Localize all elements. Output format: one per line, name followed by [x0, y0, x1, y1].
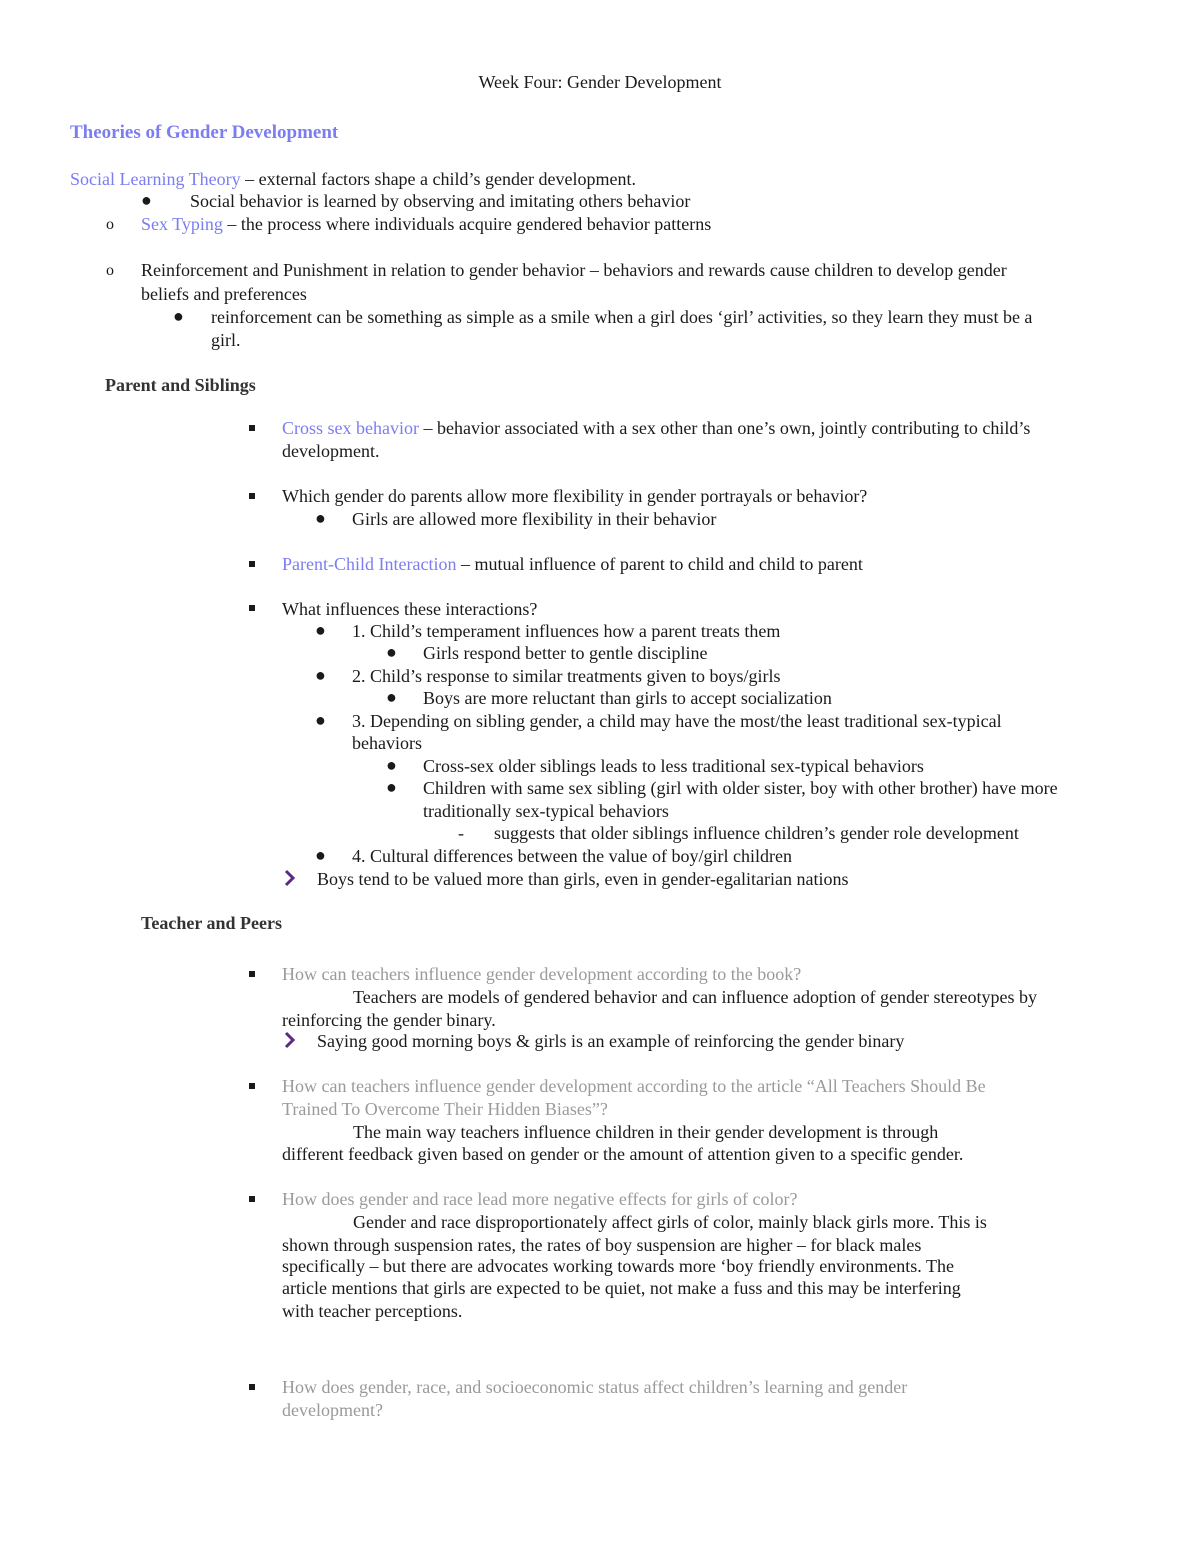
bullet-dot-icon: ●	[173, 306, 184, 326]
pci-term: Parent-Child Interaction	[282, 554, 457, 574]
teacher-answer-3-l4: article mentions that girls are expected to be quiet, not make a fuss and this may be interfering	[282, 1278, 961, 1298]
teacher-answer-3-l1: Gender and race disproportionately affect girls of color, mainly black girls more. This is	[353, 1212, 987, 1232]
cross-sex-term: Cross sex behavior	[282, 418, 419, 438]
reinforcement-line-2: beliefs and preferences	[141, 284, 307, 304]
section-heading-parents: Parent and Siblings	[105, 375, 256, 395]
cross-sex-definition-2: development.	[282, 441, 380, 461]
influence-3c-cont: traditionally sex-typical behaviors	[423, 801, 669, 821]
hollow-bullet-icon: o	[106, 216, 114, 233]
teacher-answer-3-l2: shown through suspension rates, the rates of boy suspension are higher – for black males	[282, 1235, 922, 1255]
square-bullet-icon	[249, 493, 255, 499]
slt-definition: – external factors shape a child’s gender development.	[240, 169, 636, 189]
reinforcement-sub-1: reinforcement can be something as simple as a smile when a girl does ‘girl’ activities, so they learn they must be a	[211, 307, 1033, 327]
teacher-question-2-cont: Trained To Overcome Their Hidden Biases”?	[282, 1099, 608, 1119]
section-heading-theories: Theories of Gender Development	[70, 122, 339, 143]
pci-line	[282, 553, 863, 575]
which-gender-answer: Girls are allowed more flexibility in their behavior	[352, 509, 717, 529]
bullet-dot-icon: ●	[315, 710, 326, 730]
influence-3c: Children with same sex sibling (girl with older sister, boy with other brother) have more	[423, 778, 1058, 798]
square-bullet-icon	[249, 1083, 255, 1089]
teacher-question-4-cont: development?	[282, 1400, 383, 1420]
square-bullet-icon	[249, 971, 255, 977]
influences-question: What influences these interactions?	[282, 599, 538, 619]
bullet-dot-icon: ●	[386, 755, 397, 775]
teacher-question-2: How can teachers influence gender development according to the article “All Teachers Should Be	[282, 1076, 986, 1096]
sex-typing-definition: – the process where individuals acquire gendered behavior patterns	[222, 214, 712, 234]
reinforcement-line-1: Reinforcement and Punishment in relation to gender behavior – behaviors and rewards cause children to develop gender	[141, 260, 1007, 280]
chevron-right-icon	[283, 869, 297, 887]
teacher-answer-3-l3: specifically – but there are advocates working towards more ‘boy friendly environments. The	[282, 1256, 954, 1276]
square-bullet-icon	[249, 425, 255, 431]
influence-3a: Cross-sex older siblings leads to less traditional sex-typical behaviors	[423, 756, 924, 776]
section-heading-teachers: Teacher and Peers	[141, 913, 282, 933]
bullet-dot-icon: ●	[315, 508, 326, 528]
teacher-answer-3-l5: with teacher perceptions.	[282, 1301, 463, 1321]
influence-1a: Girls respond better to gentle discipline	[423, 643, 708, 663]
square-bullet-icon	[249, 1196, 255, 1202]
influence-3d: suggests that older siblings influence children’s gender role development	[494, 823, 1019, 843]
sex-typing-term: Sex Typing	[141, 214, 223, 234]
bullet-dot-icon: ●	[386, 642, 397, 662]
teacher-answer-2: The main way teachers influence children in their gender development is through	[353, 1122, 939, 1142]
document-title: Week Four: Gender Development	[478, 72, 722, 92]
teacher-question-1: How can teachers influence gender development according to the book?	[282, 964, 802, 984]
slt-term: Social Learning Theory	[70, 169, 241, 189]
influence-3: 3. Depending on sibling gender, a child may have the most/the least traditional sex-typical	[352, 711, 1002, 731]
bullet-dot-icon: ●	[315, 665, 326, 685]
influence-2: 2. Child’s response to similar treatments given to boys/girls	[352, 666, 781, 686]
teacher-answer-1: Teachers are models of gendered behavior and can influence adoption of gender stereotypes by	[353, 987, 1037, 1007]
bullet-dot-icon: ●	[315, 620, 326, 640]
teacher-question-3: How does gender and race lead more negative effects for girls of color?	[282, 1189, 798, 1209]
hollow-bullet-icon: o	[106, 262, 114, 279]
bullet-dot-icon: ●	[315, 845, 326, 865]
teacher-answer-1-example: Saying good morning boys & girls is an example of reinforcing the gender binary	[317, 1031, 905, 1051]
chevron-right-icon	[283, 1031, 297, 1049]
cross-sex-line	[282, 417, 1030, 439]
teacher-answer-1-cont: reinforcing the gender binary.	[282, 1010, 496, 1030]
influence-4: 4. Cultural differences between the value of boy/girl children	[352, 846, 793, 866]
pci-definition: – mutual influence of parent to child and child to parent	[456, 554, 863, 574]
dash-bullet-icon: -	[458, 823, 464, 843]
teacher-answer-2-cont: different feedback given based on gender or the amount of attention given to a specific gender.	[282, 1144, 964, 1164]
bullet-dot-icon: ●	[141, 190, 152, 210]
square-bullet-icon	[249, 1384, 255, 1390]
teacher-question-4: How does gender, race, and socioeconomic status affect children’s learning and gender	[282, 1377, 908, 1397]
influence-1: 1. Child’s temperament influences how a parent treats them	[352, 621, 781, 641]
square-bullet-icon	[249, 605, 255, 611]
slt-sub: Social behavior is learned by observing and imitating others behavior	[190, 191, 691, 211]
bullet-dot-icon: ●	[386, 777, 397, 797]
reinforcement-sub-2: girl.	[211, 330, 241, 350]
influence-2a: Boys are more reluctant than girls to accept socialization	[423, 688, 832, 708]
sex-typing-line	[141, 213, 711, 235]
which-gender-question: Which gender do parents allow more flexibility in gender portrayals or behavior?	[282, 486, 868, 506]
influence-4a: Boys tend to be valued more than girls, even in gender-egalitarian nations	[317, 869, 849, 889]
cross-sex-definition: – behavior associated with a sex other than one’s own, jointly contributing to child’s	[418, 418, 1031, 438]
square-bullet-icon	[249, 561, 255, 567]
slt-line	[70, 168, 636, 190]
influence-3-cont: behaviors	[352, 733, 422, 753]
bullet-dot-icon: ●	[386, 687, 397, 707]
